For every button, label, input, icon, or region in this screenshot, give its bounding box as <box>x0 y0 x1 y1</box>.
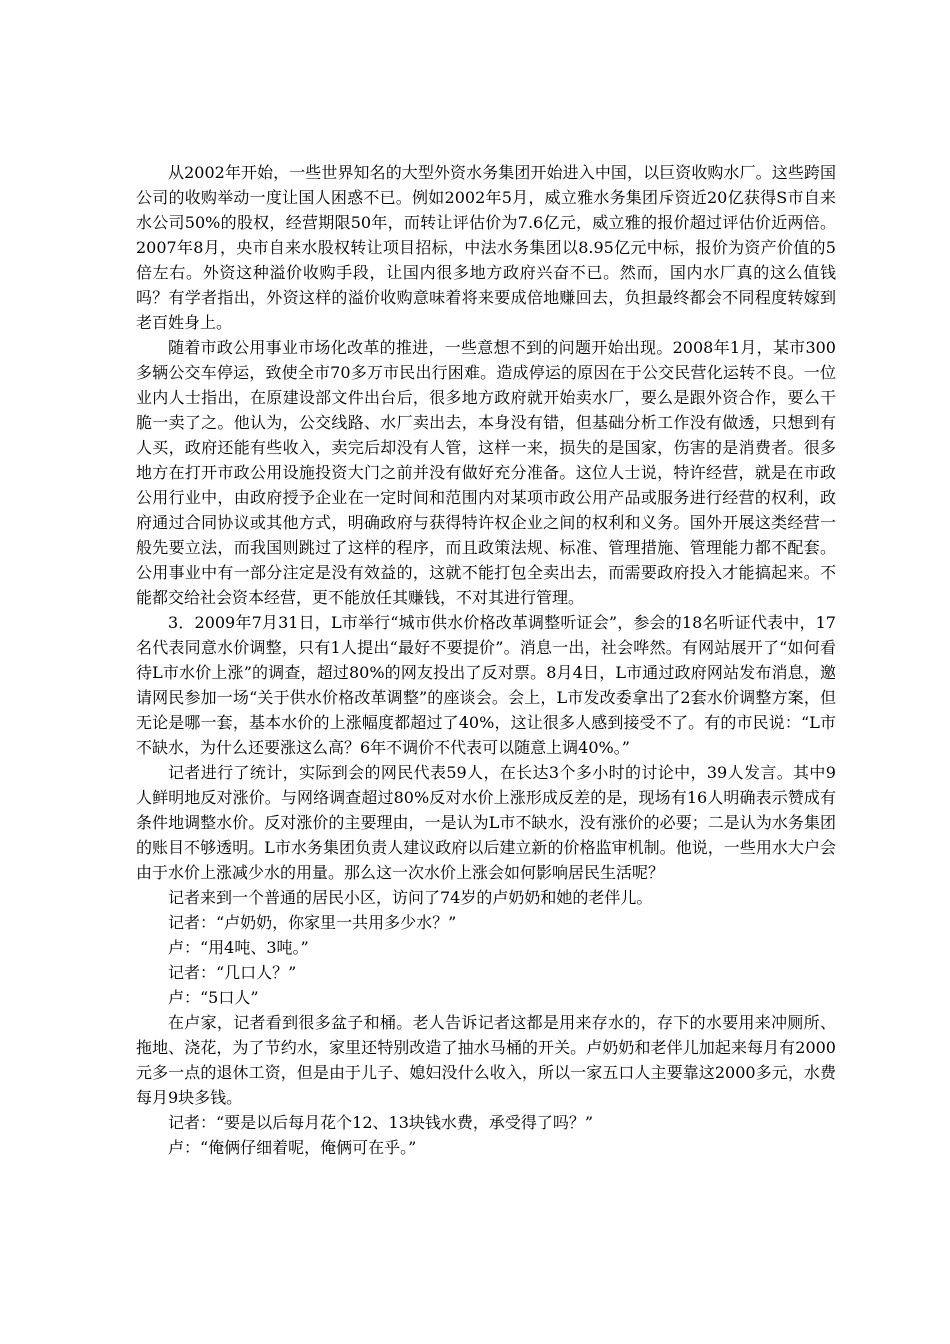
document-page <box>136 160 836 1160</box>
paragraph-visit-residents: 记者来到一个普通的居民小区，访问了74岁的卢奶奶和她的老伴儿。 <box>168 888 653 907</box>
paragraph-reporter-statistics: 记者进行了统计，实际到会的网民代表59人，在长达3个多小时的讨论中，39人发言。其中9人鲜明地反对涨价。与网络调查超过80%反对水价上涨形成反差的是，现场有16人明确表示赞成有条件地调整水价。反对涨价的主要理由，一是认为L市不缺水，没有涨价的必要；二是认为水务集团的账目不够透明。L市水务集团负责人建议政府以后建立新的价格监审机制。他说，一些用水大户会由于水价上涨减少水的用量。那么这一次水价上涨会如何影响居民生活呢？ <box>136 763 836 882</box>
dialogue-line: 卢：“用4吨、3吨。” <box>168 938 309 957</box>
dialogue-line: 卢：“俺俩仔细着呢，俺俩可在乎。” <box>168 1138 417 1157</box>
paragraph-lu-household: 在卢家，记者看到很多盆子和桶。老人告诉记者这都是用来存水的，存下的水要用来冲厕所、拖地、浇花，为了节约水，家里还特别改造了抽水马桶的开关。卢奶奶和老伴儿加起来每月有2000元多一点的退休工资，但是由于儿子、媳妇没什么收入，所以一家五口人主要靠这2000多元，水费每月9块多钱。 <box>136 1013 836 1107</box>
paragraph-water-price-hearing: 3．2009年7月31日，L市举行“城市供水价格改革调整听证会”，参会的18名听证代表中，17名代表同意水价调整，只有1人提出“最好不要提价”。消息一出，社会哗然。有网站展开了“如何看待L市水价上涨”的调查，超过80%的网友投出了反对票。8月4日，L市通过政府网站发布消息，邀请网民参加一场“关于供水价格改革调整”的座谈会。会上，L市发改委拿出了2套水价调整方案，但无论是哪一套，基本水价的上涨幅度都超过了40%，这让很多人感到接受不了。有的市民说：“L市不缺水，为什么还要涨这么高？6年不调价不代表可以随意上调40%。” <box>136 613 836 757</box>
paragraph-foreign-acquisition: 从2002年开始，一些世界知名的大型外资水务集团开始进入中国，以巨资收购水厂。这些跨国公司的收购举动一度让国人困惑不已。例如2002年5月，威立雅水务集团斥资近20亿获得S市自来水公司50%的股权，经营期限50年，而转让评估价为7.6亿元，威立雅的报价超过评估价近两倍。2007年8月，央市自来水股权转让项目招标，中法水务集团以8.95亿元中标，报价为资产价值的5倍左右。外资这种溢价收购手段，让国内很多地方政府兴奋不已。然而，国内水厂真的这么值钱吗？有学者指出，外资这样的溢价收购意味着将来要成倍地赚回去，负担最终都会不同程度转嫁到老百姓身上。 <box>136 163 836 332</box>
dialogue-line: 卢：“5口人” <box>168 988 259 1007</box>
dialogue-line: 记者：“卢奶奶，你家里一共用多少水？” <box>168 913 457 932</box>
paragraph-public-utility-reform: 随着市政公用事业市场化改革的推进，一些意想不到的问题开始出现。2008年1月，某市300多辆公交车停运，致使全市70多万市民出行困难。造成停运的原因在于公交民营化运转不良。一位业内人士指出，在原建设部文件出台后，很多地方政府就开始卖水厂，要么是跟外资合作，要么干脆一卖了之。他认为，公交线路、水厂卖出去，本身没有错，但基础分析工作没有做透，只想到有人买，政府还能有些收入，卖完后却没有人管，这样一来，损失的是国家，伤害的是消费者。很多地方在打开市政公用设施投资大门之前并没有做好充分准备。这位人士说，特许经营，就是在市政公用行业中，由政府授予企业在一定时间和范围内对某项市政公用产品或服务进行经营的权利，政府通过合同协议或其他方式，明确政府与获得特许权企业之间的权利和义务。国外开展这类经营一般先要立法，而我国则跳过了这样的程序，而且政策法规、标准、管理措施、管理能力都不配套。公用事业中有一部分注定是没有效益的，这就不能打包全卖出去，而需要政府投入才能搞起来。不能都交给社会资本经营，更不能放任其赚钱，不对其进行管理。 <box>136 338 836 607</box>
dialogue-line: 记者：“要是以后每月花个12、13块钱水费，承受得了吗？” <box>168 1113 594 1132</box>
dialogue-line: 记者：“几口人？” <box>168 963 297 982</box>
